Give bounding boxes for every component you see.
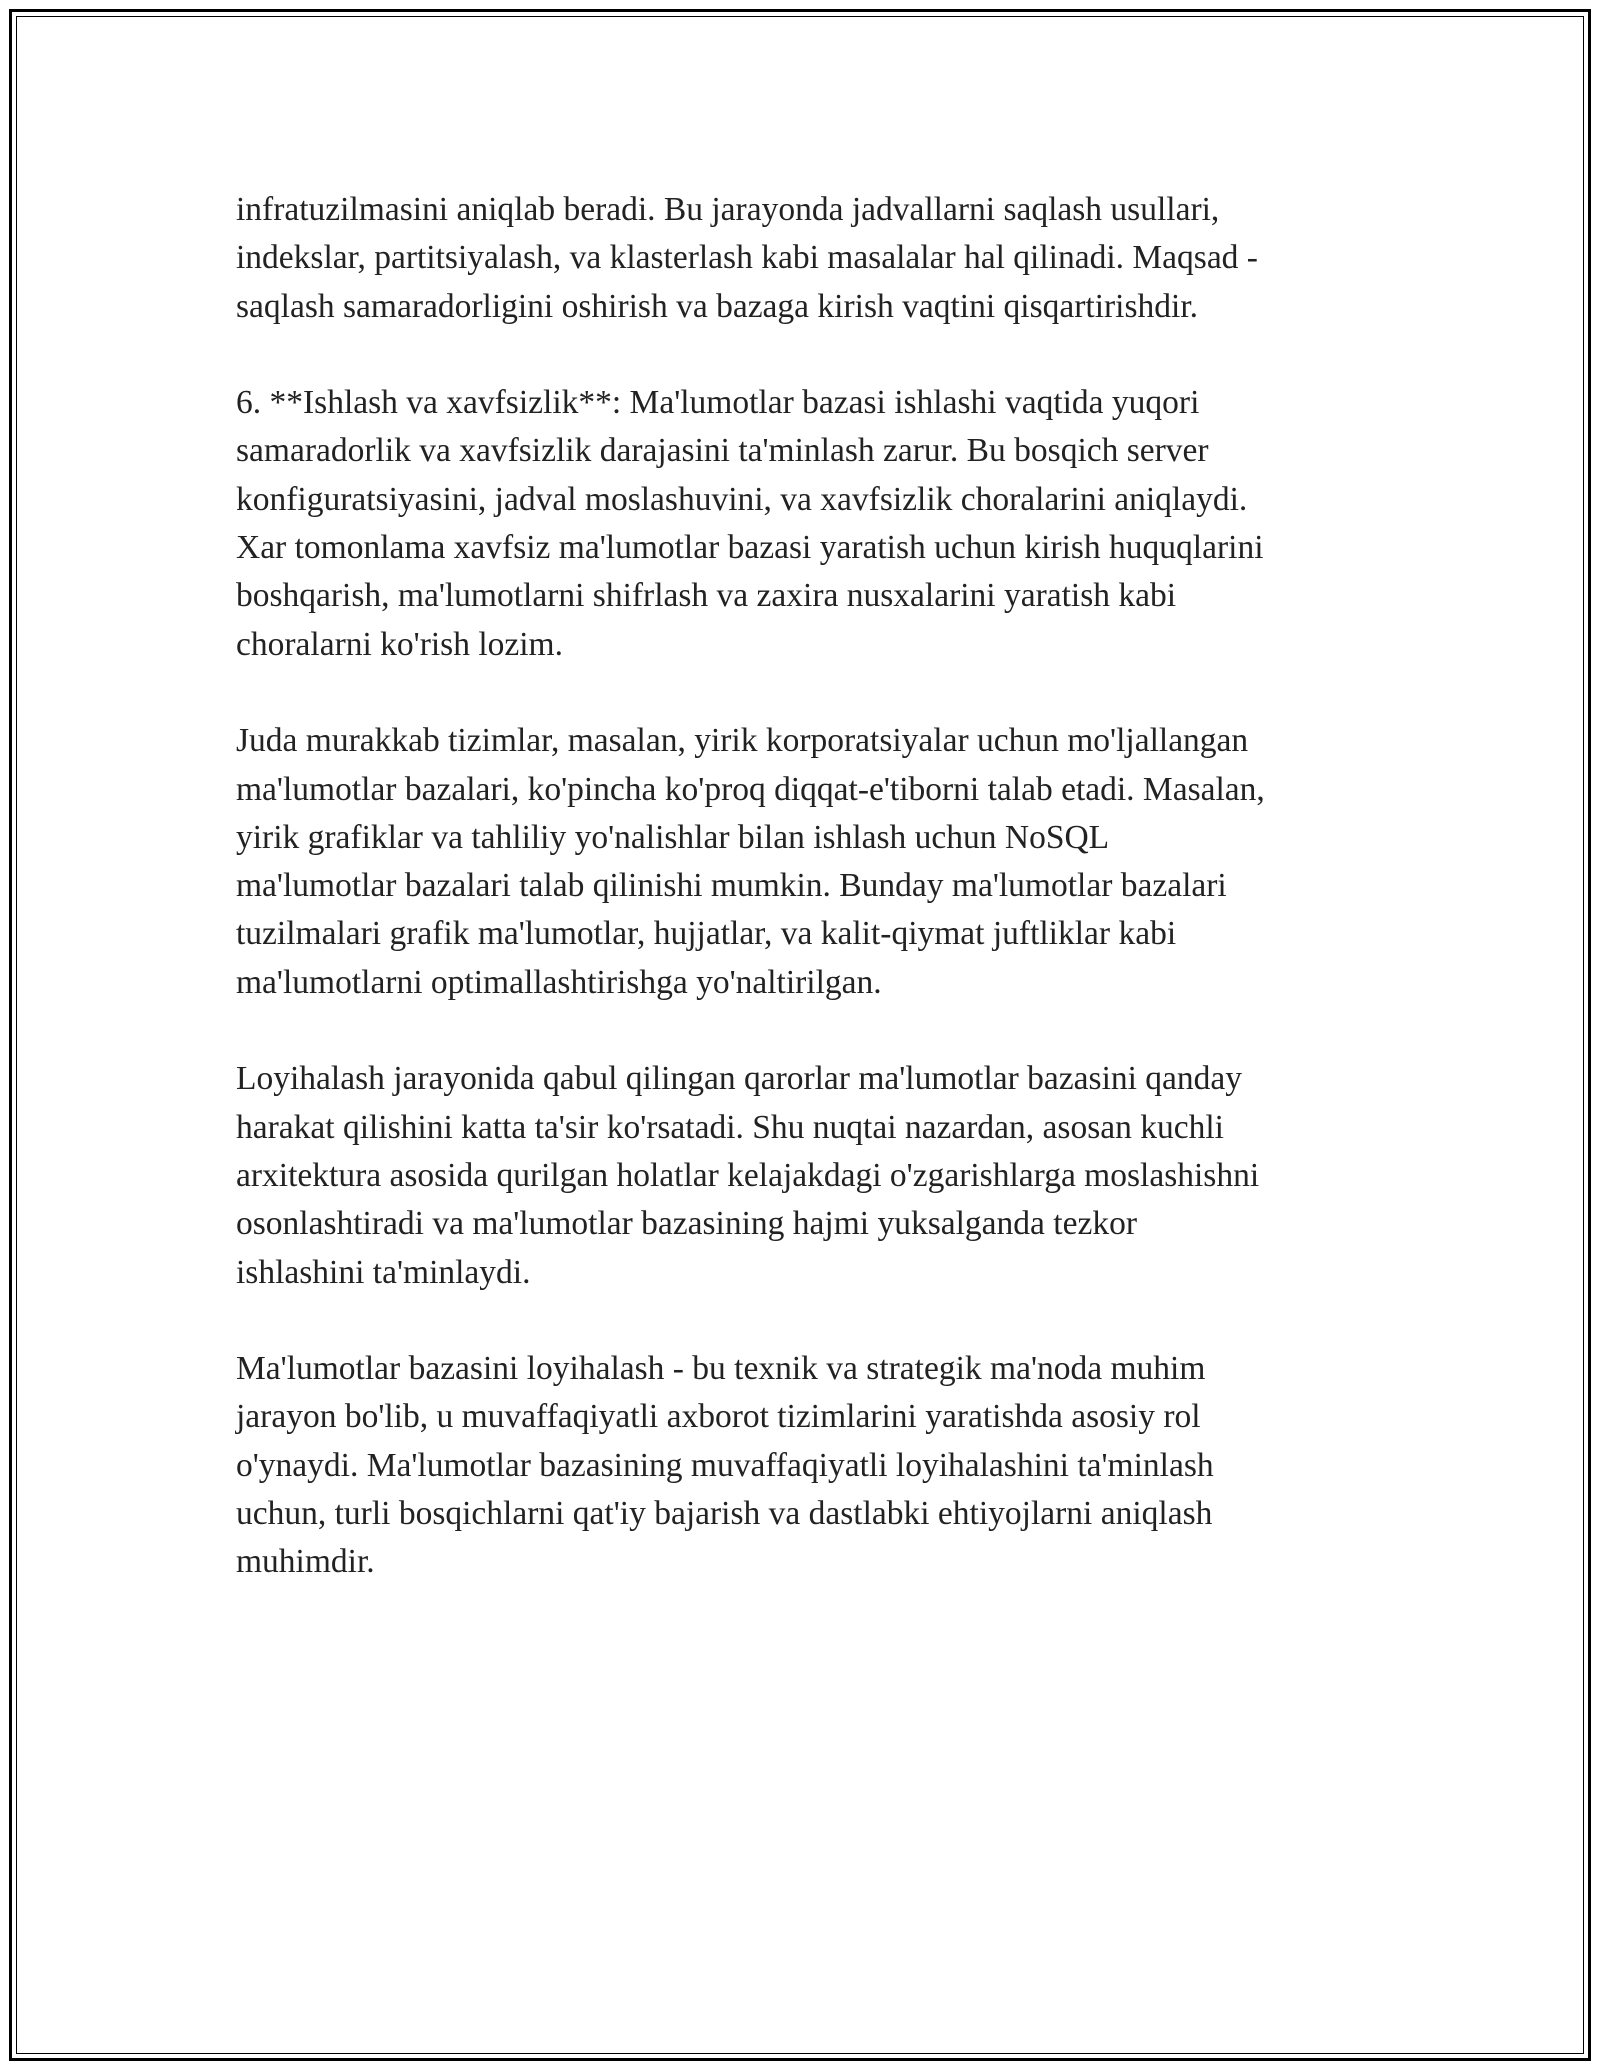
paragraph-design-decisions: Loyihalash jarayonida qabul qilingan qarorlar ma'lumotlar bazasini qanday harakat qilishini katta ta'sir ko'rsatadi. Shu nuqtai nazardan, asosan kuchli arxitektura asosida qurilgan holatlar kelajakdagi o'zgarishlarga moslashishni osonlashtiradi va ma'lumotlar bazasining hajmi yuksalganda tezkor ishlashini ta'minlaydi. — [236, 1060, 1260, 1291]
paragraph-complex-systems: Juda murakkab tizimlar, masalan, yirik korporatsiyalar uchun mo'ljallangan ma'lumotlar bazalari, ko'pincha ko'proq diqqat-e'tiborni talab etadi. Masalan, yirik grafiklar va tahliliy yo'nalishlar bilan ishlash uchun NoSQL ma'lumotlar bazalari talab qilinishi mumkin. Bunday ma'lumotlar bazalari tuzilmalari grafik ma'lumotlar, hujjatlar, va kalit-qiymat juftliklar kabi ma'lumotlarni optimallashtirishga yo'naltirilgan. — [236, 722, 1265, 1001]
paragraph-storage-infrastructure: infratuzilmasini aniqlab beradi. Bu jarayonda jadvallarni saqlash usullari, indekslar, partitsiyalash, va klasterlash kabi masalalar hal qilinadi. Maqsad - saqlash samaradorligini oshirish va bazaga kirish vaqtini qisqartirishdir. — [236, 191, 1258, 325]
paragraph-conclusion: Ma'lumotlar bazasini loyihalash - bu texnik va strategik ma'noda muhim jarayon bo'lib, u muvaffaqiyatli axborot tizimlarini yaratishda asosiy rol o'ynaydi. Ma'lumotlar bazasining muvaffaqiyatli loyihalashini ta'minlash uchun, turli bosqichlarni qat'iy bajarish va dastlabki ehtiyojlarni aniqlash muhimdir. — [236, 1350, 1214, 1581]
paragraph-performance-security: 6. **Ishlash va xavfsizlik**: Ma'lumotlar bazasi ishlashi vaqtida yuqori samaradorlik va xavfsizlik darajasini ta'minlash zarur. Bu bosqich server konfiguratsiyasini, jadval moslashuvini, va xavfsizlik choralarini aniqlaydi. Xar tomonlama xavfsiz ma'lumotlar bazasi yaratish uchun kirish huquqlarini boshqarish, ma'lumotlarni shifrlash va zaxira nusxalarini yaratish kabi choralarni ko'rish lozim. — [236, 384, 1264, 663]
document-body — [236, 186, 1386, 1635]
